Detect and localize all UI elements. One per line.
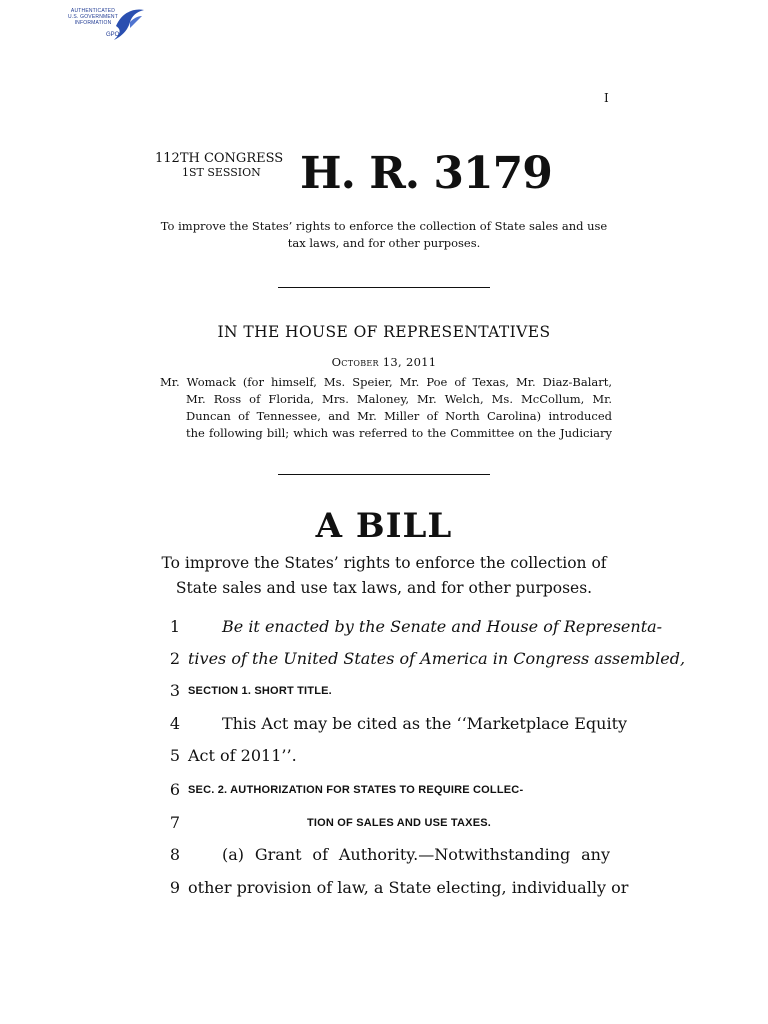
line-number: 7 [169, 813, 180, 832]
house-heading: IN THE HOUSE OF REPRESENTATIVES [217, 323, 551, 341]
page-roman-numeral: I [604, 91, 609, 105]
body-text-line: other provision of law, a State electing, individually or [188, 878, 629, 897]
line-number: 3 [169, 681, 180, 700]
session-label: 1ST SESSION [182, 166, 261, 179]
introduction-date: October 13, 2011 [331, 355, 437, 369]
section-heading: SEC. 2. AUTHORIZATION FOR STATES TO REQUIRE COLLEC- [188, 784, 524, 796]
short-description: To improve the States’ rights to enforce the collection of State sales and use tax laws, and for other purposes. [160, 219, 608, 250]
logo-line-3: INFORMATION [74, 20, 112, 26]
line-number: 6 [169, 780, 180, 799]
sponsors-line: Duncan of Tennessee, and Mr. Miller of North Carolina) introduced [186, 409, 612, 423]
logo-line-1: AUTHENTICATED [70, 8, 116, 14]
section-heading: TION OF SALES AND USE TAXES. [306, 817, 492, 829]
long-title-line: To improve the States’ rights to enforce the collection of [161, 554, 607, 572]
divider-rule [278, 287, 490, 288]
logo-line-2: U.S. GOVERNMENT [68, 14, 118, 20]
enacting-clause-line: tives of the United States of America in Congress assembled, [188, 649, 686, 668]
eagle-icon [112, 6, 146, 44]
line-number: 2 [169, 649, 180, 668]
line-number: 5 [169, 746, 180, 765]
body-text-line: This Act may be cited as the ‘‘Marketplace Equity [222, 714, 628, 733]
congress-label: 112TH CONGRESS [155, 151, 284, 166]
sponsors-paragraph [160, 374, 612, 442]
line-number: 8 [169, 845, 180, 864]
sponsors-line: the following bill; which was referred to the Committee on the Judiciary [186, 426, 612, 440]
divider-rule [278, 474, 490, 475]
body-text-line: Act of 2011’’. [188, 746, 297, 765]
line-number: 9 [169, 878, 180, 897]
enacting-clause-line: Be it enacted by the Senate and House of Representa- [222, 617, 663, 636]
long-title-line: State sales and use tax laws, and for other purposes. [175, 579, 593, 597]
line-number: 1 [169, 617, 180, 636]
long-title [150, 551, 618, 601]
body-text-line: (a) Grant of Authority.—Notwithstanding any [222, 845, 610, 864]
line-number: 4 [169, 714, 180, 733]
sponsors-line: Mr. Womack (for himself, Ms. Speier, Mr. Poe of Texas, Mr. Diaz-Balart, [160, 375, 612, 389]
section-heading: SECTION 1. SHORT TITLE. [188, 685, 332, 697]
bill-number: H. R. 3179 [300, 148, 552, 199]
gpo-authenticated-logo [62, 4, 148, 46]
bill-heading: A BILL [315, 506, 453, 546]
sponsors-line: Mr. Ross of Florida, Mrs. Maloney, Mr. Welch, Ms. McCollum, Mr. [186, 392, 612, 406]
gpo-mark: GPO [106, 32, 120, 38]
